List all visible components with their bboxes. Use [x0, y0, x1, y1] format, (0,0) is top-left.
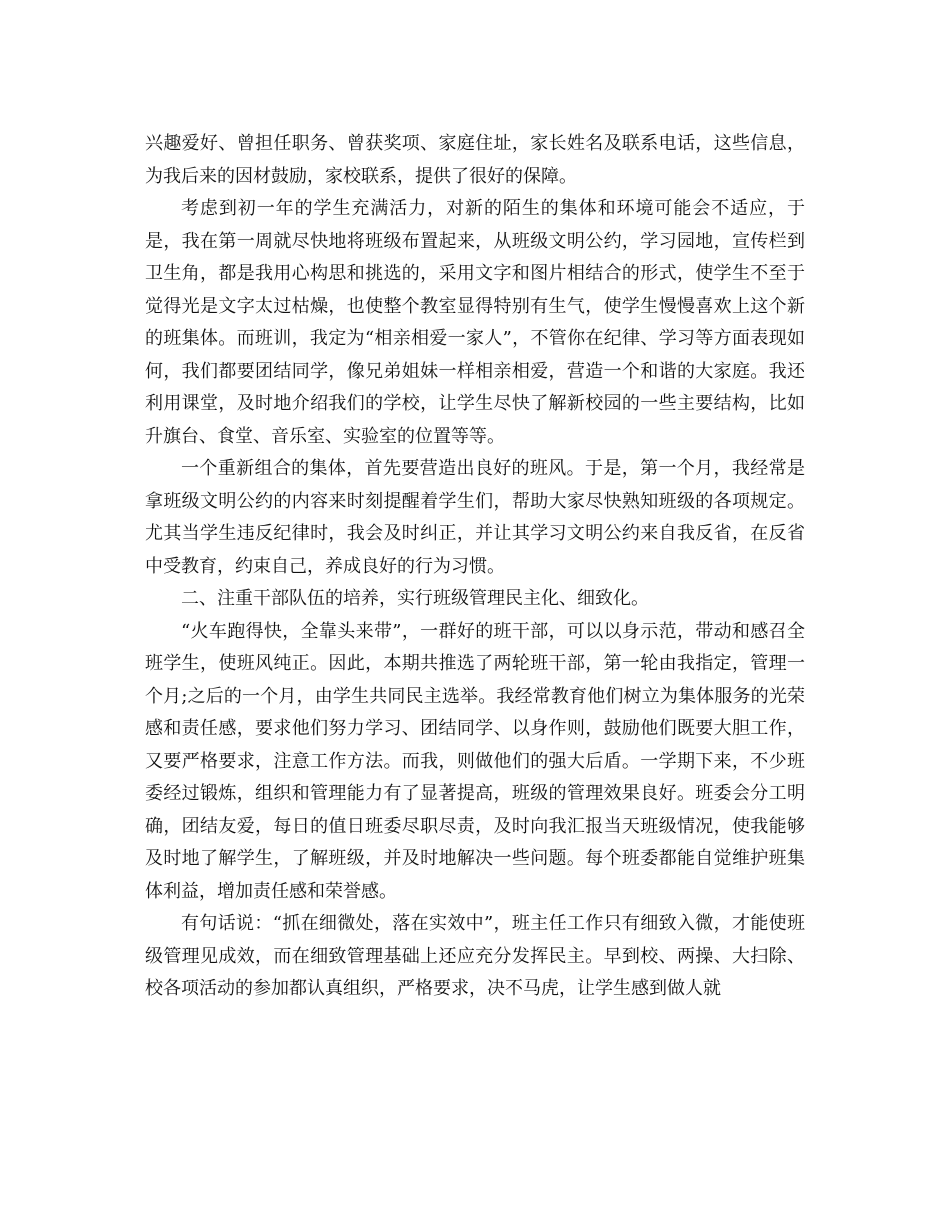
body-text: [145, 128, 805, 1006]
paragraph-4: “火车跑得快，全靠头来带”，一群好的班干部，可以以身示范，带动和感召全班学生，使班风纯正。因此，本期共推选了两轮班干部，第一轮由我指定，管理一个月;之后的一个月，由学生共同民主选举。我经常教育他们树立为集体服务的光荣感和责任感，要求他们努力学习、团结同学、以身作则，鼓励他们既要大胆工作，又要严格要求，注意工作方法。而我，则做他们的强大后盾。一学期下来，不少班委经过锻炼，组织和管理能力有了显著提高，班级的管理效果良好。班委会分工明确，团结友爱，每日的值日班委尽职尽责，及时向我汇报当天班级情况，使我能够及时地了解学生，了解班级，并及时地解决一些问题。每个班委都能自觉维护班集体利益，增加责任感和荣誉感。: [145, 620, 805, 902]
paragraph-1: 兴趣爱好、曾担任职务、曾获奖项、家庭住址，家长姓名及联系电话，这些信息，为我后来的因材鼓励，家校联系，提供了很好的保障。: [145, 133, 805, 187]
paragraph-5: 有句话说：“抓在细微处，落在实效中”，班主任工作只有细致入微，才能使班级管理见成效，而在细致管理基础上还应充分发挥民主。早到校、两操、大扫除、校各项活动的参加都认真组织，严格要求，决不马虎，让学生感到做人就: [145, 913, 805, 999]
section-heading-2: 二、注重干部队伍的培养，实行班级管理民主化、细致化。: [181, 588, 649, 609]
paragraph-2: 考虑到初一年的学生充满活力，对新的陌生的集体和环境可能会不适应，于是，我在第一周就尽快地将班级布置起来，从班级文明公约，学习园地，宣传栏到卫生角，都是我用心构思和挑选的，采用文字和图片相结合的形式，使学生不至于觉得光是文字太过枯燥，也使整个教室显得特别有生气，使学生慢慢喜欢上这个新的班集体。而班训，我定为“相亲相爱一家人”，不管你在纪律、学习等方面表现如何，我们都要团结同学，像兄弟姐妹一样相亲相爱，营造一个和谐的大家庭。我还利用课堂，及时地介绍我们的学校，让学生尽快了解新校园的一些主要结构，比如升旗台、食堂、音乐室、实验室的位置等等。: [145, 198, 805, 447]
paragraph-3: 一个重新组合的集体，首先要营造出良好的班风。于是，第一个月，我经常是拿班级文明公约的内容来时刻提醒着学生们，帮助大家尽快熟知班级的各项规定。尤其当学生违反纪律时，我会及时纠正，并让其学习文明公约来自我反省，在反省中受教育，约束自己，养成良好的行为习惯。: [145, 458, 805, 577]
